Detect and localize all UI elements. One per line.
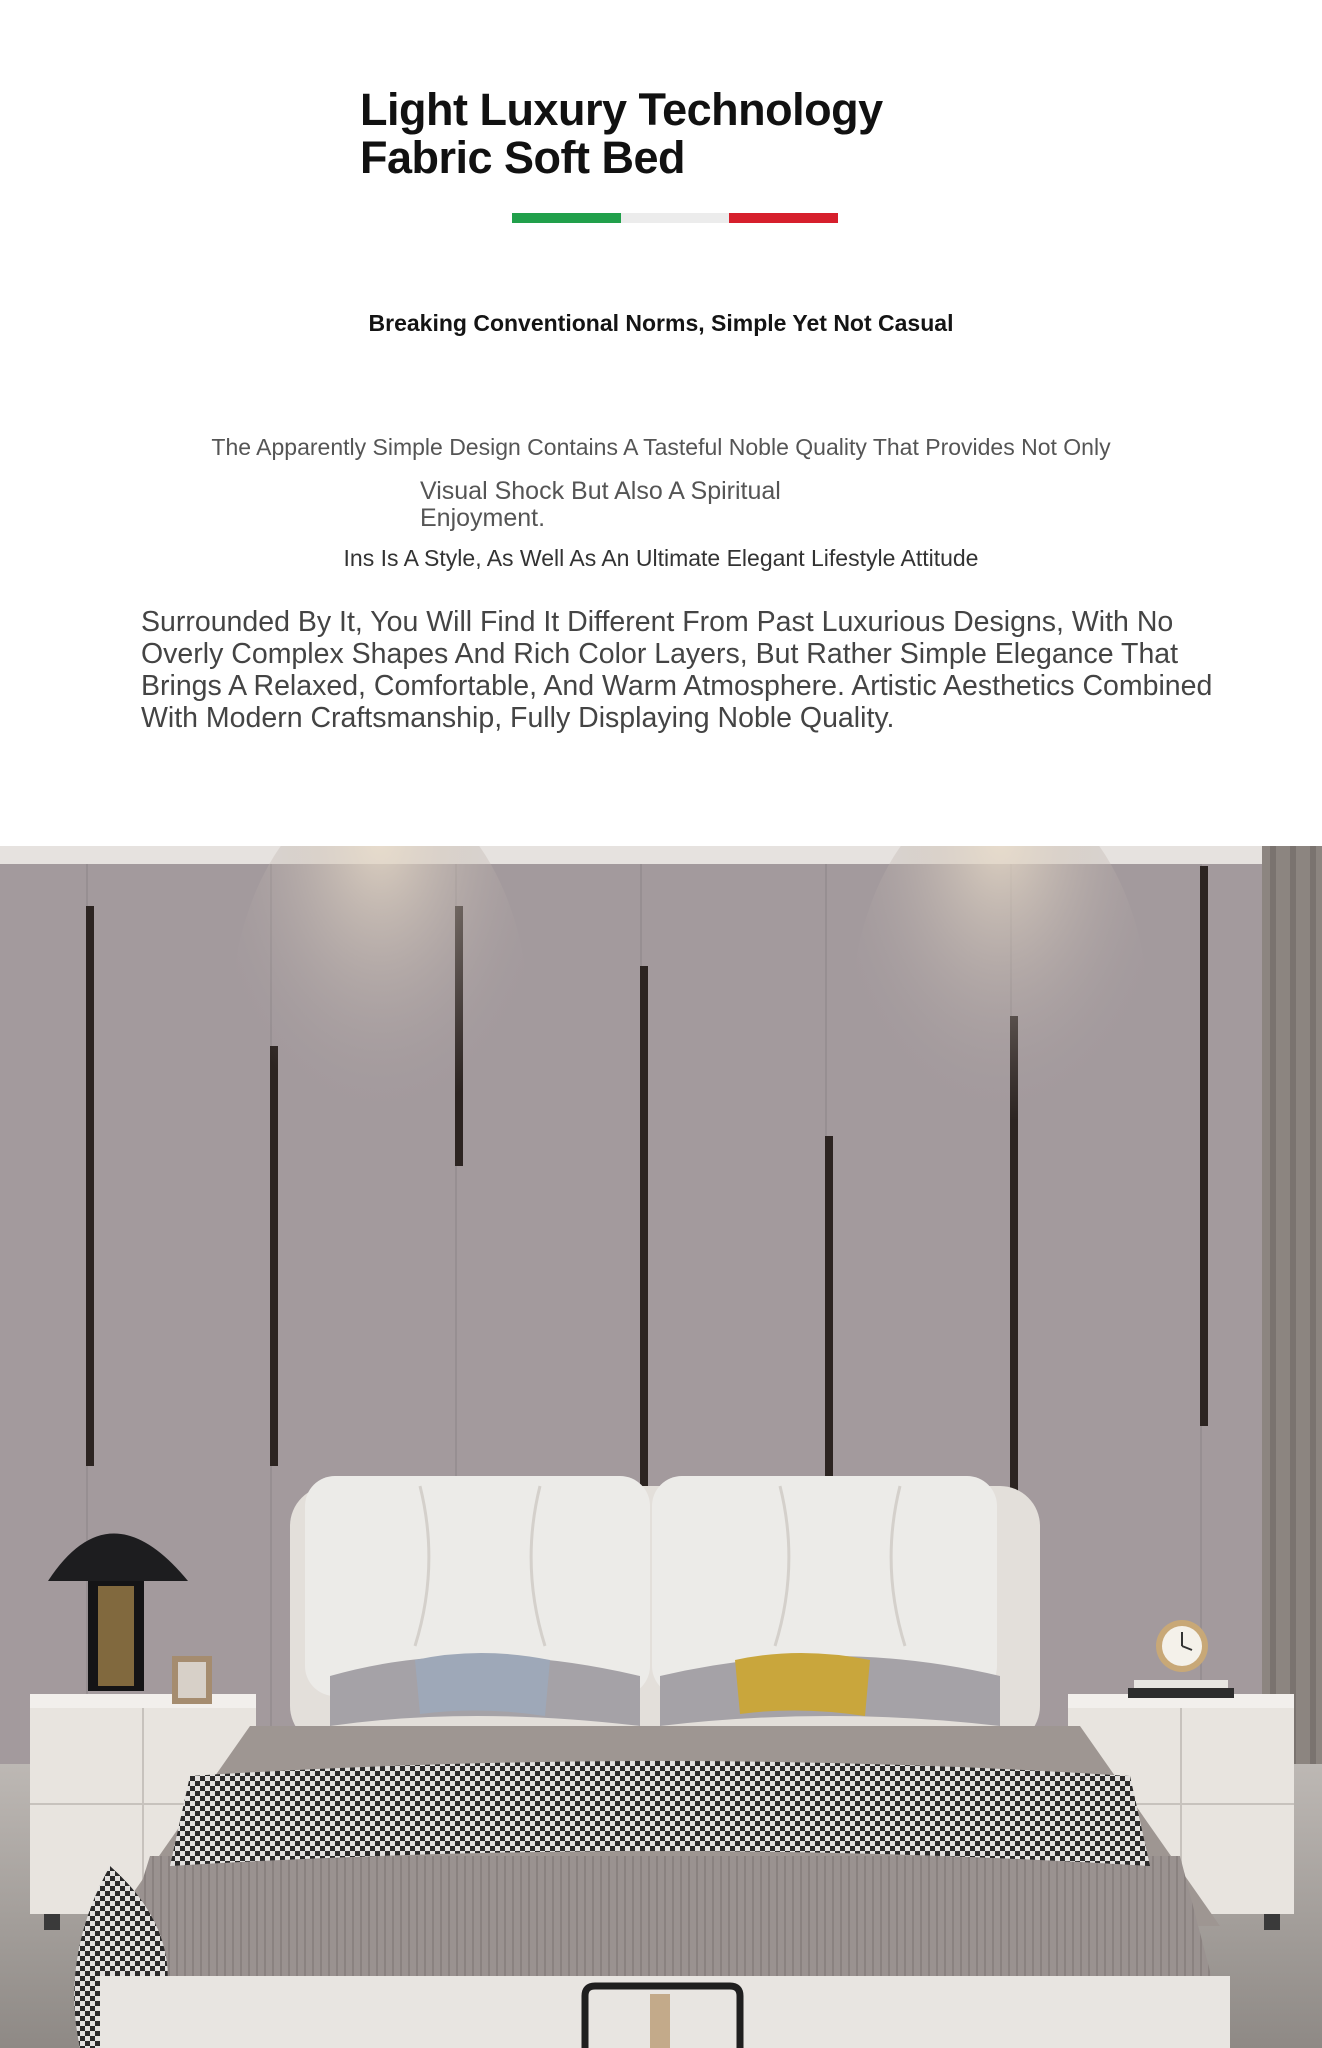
title-line-1: Light Luxury Technology — [360, 84, 883, 135]
section-subtitle: Breaking Conventional Norms, Simple Yet Not Casual — [368, 310, 954, 336]
title-line-2: Fabric Soft Bed — [360, 132, 686, 183]
product-title — [360, 86, 1000, 182]
divider-white — [621, 213, 730, 223]
intro-line-3: Ins Is A Style, As Well As An Ultimate Elegant Lifestyle Attitude — [343, 545, 979, 571]
intro-line-2: Visual Shock But Also A Spiritual Enjoyment. — [420, 477, 781, 532]
intro-line-1: The Apparently Simple Design Contains A Tasteful Noble Quality That Provides Not Only — [211, 434, 1111, 460]
divider-green — [512, 213, 621, 223]
divider-red — [729, 213, 838, 223]
description-paragraph: Surrounded By It, You Will Find It Different From Past Luxurious Designs, With No Overly Complex Shapes And Rich Color Layers, But Rather Simple Elegance That Brings A Relaxed, Comfortable, And Warm Atmosphere. Artistic Aesthetics Combined With Modern Craftsmanship, Fully Displaying Noble Quality. — [141, 606, 1213, 734]
tricolor-divider — [512, 213, 838, 223]
bedroom-product-photo — [0, 846, 1322, 2048]
